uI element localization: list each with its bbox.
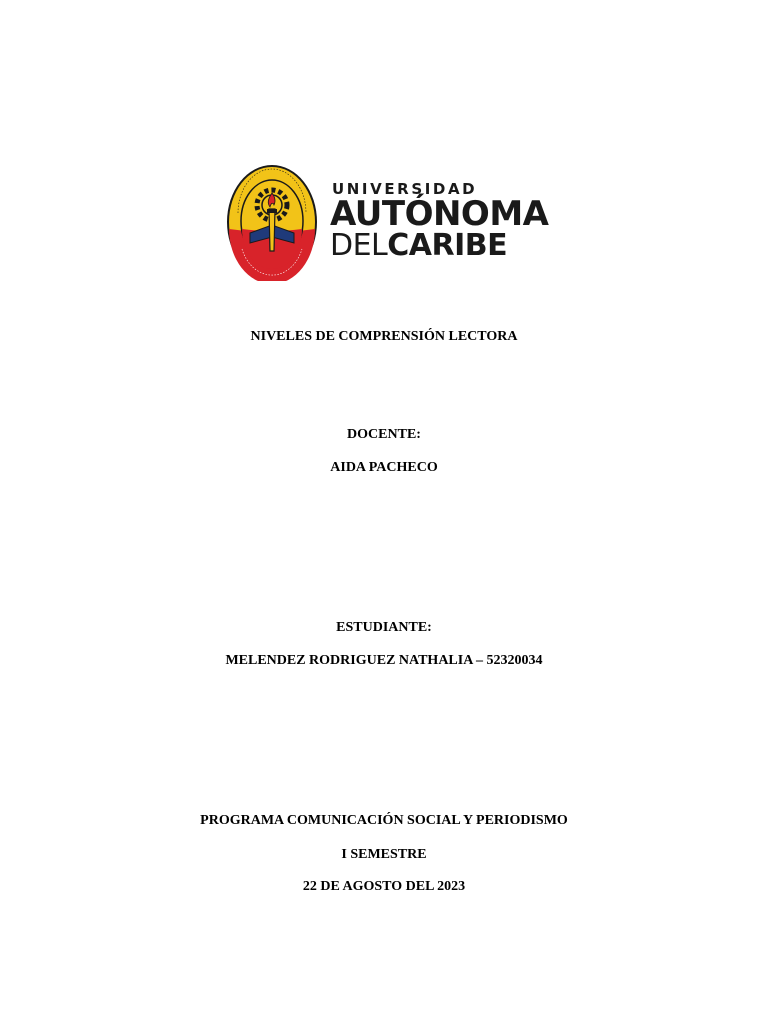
logo-wordmark (330, 180, 549, 265)
document-date: 22 DE AGOSTO DEL 2023 (302, 879, 466, 894)
teacher-name: AIDA PACHECO (330, 460, 438, 475)
university-logo (226, 163, 549, 283)
document-title: NIVELES DE COMPRENSIÓN LECTORA (250, 329, 518, 344)
logo-word-del: DEL (330, 228, 388, 263)
logo-word-caribe: CARIBE (387, 228, 508, 263)
logo-line-universidad: UNIVERSIDAD (332, 180, 478, 198)
teacher-label: DOCENTE: (347, 427, 421, 442)
semester: I SEMESTRE (341, 847, 427, 862)
program-name: PROGRAMA COMUNICACIÓN SOCIAL Y PERIODISMO (200, 813, 568, 828)
logo-line-del-caribe (330, 229, 507, 263)
university-seal-icon (226, 163, 318, 281)
student-name: MELENDEZ RODRIGUEZ NATHALIA – 52320034 (225, 653, 543, 668)
student-label: ESTUDIANTE: (336, 620, 432, 635)
logo-line-autonoma: AUTÓNOMA (330, 194, 549, 234)
